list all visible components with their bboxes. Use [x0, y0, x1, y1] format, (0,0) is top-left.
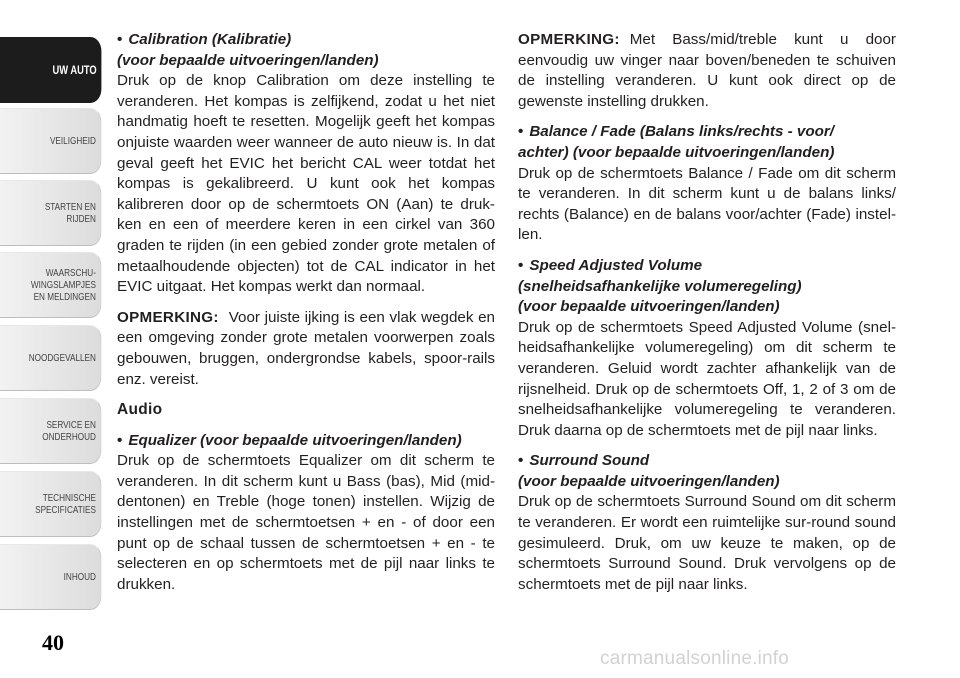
- calibration-heading: • Calibration (Kalibratie): [117, 30, 495, 51]
- surround-heading: • Surround Sound: [518, 451, 896, 472]
- tab-veiligheid[interactable]: VEILIGHEID: [0, 108, 101, 174]
- tab-waarschuwingslampjes[interactable]: WAARSCHU- WINGSLAMPJES EN MELDINGEN: [0, 252, 101, 318]
- note-label: OPMERKING:: [518, 31, 620, 48]
- tab-technische-specificaties[interactable]: TECHNISCHE SPECIFICATIES: [0, 471, 101, 537]
- calibration-body: Druk op de knop Calibration om deze instelling te veranderen. Het kompas is zelfijkend, zodat u het niet handmatig hoeft te resetten. Mogelijk geeft het kompas onjuiste waarden weer wanneer de auto nieuw is. In dat geval geeft het EVIC het bericht CAL weer totdat het kompas is gekalibreerd. U kunt ook het kompas kalibreren door op de schermtoets ON (Aan) te druk-ken en een of meerdere keren in een cirkel van 360 graden te rijden (in een gebied zonder grote metalen of metaalhoudende objecten) tot de CAL indicator in het EVIC uitgaat. Het kompas werkt dan normaal.: [117, 72, 495, 296]
- equalizer-heading: • Equalizer (voor bepaalde uitvoeringen/landen): [117, 431, 495, 452]
- note-body: Voor juiste ijking is een vlak wegdek en een omgeving zonder grote metalen voorwerpen zoals gebouwen, bruggen, ondergrondse kabels, spoor-rails enz. vereist.: [117, 308, 495, 388]
- calibration-subheading: (voor bepaalde uitvoeringen/landen): [117, 51, 379, 69]
- speed-volume-subheading: (snelheidsafhankelijke volumeregeling): [518, 277, 802, 295]
- calibration-note: [117, 308, 495, 390]
- equalizer-note: [518, 30, 896, 112]
- balance-body: Druk op de schermtoets Balance / Fade om dit scherm te veranderen. In dit scherm kunt u de balans links/ rechts (Balance) en de balans voor/achter (Fade) instel-len.: [518, 164, 896, 244]
- equalizer-body: Druk op de schermtoets Equalizer om dit scherm te veranderen. In dit scherm kunt u Bass (bas), Mid (mid-dentonen) en Treble (hoge tonen) instellen. Wijzig de instellingen met de schermtoetsen + en - of door een punt op de schaal tussen de schermtoetsen + en - te selecteren en op schermtoets met de pijl naar links te drukken.: [117, 452, 495, 593]
- tab-inhoud[interactable]: INHOUD: [0, 544, 101, 610]
- page-number: 40: [42, 630, 64, 655]
- audio-section-title: Audio: [117, 401, 163, 419]
- chapter-tab-sidebar: [0, 0, 102, 678]
- note-label: OPMERKING:: [117, 308, 219, 326]
- left-column: [117, 30, 495, 605]
- speed-volume-body: Druk op de schermtoets Speed Adjusted Volume (snel-heidsafhankelijke volumeregeling) om dit scherm te veranderen. Geluid wordt zachter afhankelijk van de rijsnelheid. Druk op de schermtoets Off, 1, 2 of 3 om de snelheidsafhankelijke volumeregeling te veranderen. Druk daarna op de schermtoets met de pijl naar links.: [518, 318, 896, 439]
- speed-volume-heading: • Speed Adjusted Volume: [518, 256, 896, 277]
- note-body: Met Bass/mid/treble kunt u door eenvoudig uw vinger naar boven/beneden te schuiven de instelling veranderen. U kunt ook direct op de gewenste instelling drukken.: [518, 31, 896, 110]
- balance-heading: • Balance / Fade (Balans links/rechts - voor/: [518, 122, 896, 143]
- surround-subheading: (voor bepaalde uitvoeringen/landen): [518, 472, 780, 490]
- tab-service-en-onderhoud[interactable]: SERVICE EN ONDERHOUD: [0, 398, 101, 464]
- watermark: carmanualsonline.info: [600, 648, 790, 669]
- tab-uw-auto[interactable]: UW AUTO: [0, 37, 101, 103]
- tab-noodgevallen[interactable]: NOODGEVALLEN: [0, 325, 101, 391]
- speed-volume-variant: (voor bepaalde uitvoeringen/landen): [518, 298, 780, 316]
- balance-subheading: achter) (voor bepaalde uitvoeringen/landen): [518, 143, 835, 161]
- right-column: [518, 30, 896, 605]
- tab-starten-en-rijden[interactable]: STARTEN EN RIJDEN: [0, 180, 101, 246]
- surround-body: Druk op de schermtoets Surround Sound om dit scherm te veranderen. Er wordt een ruimtelijke sur-round sound gesimuleerd. Druk, om uw keuze te maken, op de schermtoets Surround Sound. Druk vervolgens op de schermtoets met de pijl naar links.: [518, 493, 896, 593]
